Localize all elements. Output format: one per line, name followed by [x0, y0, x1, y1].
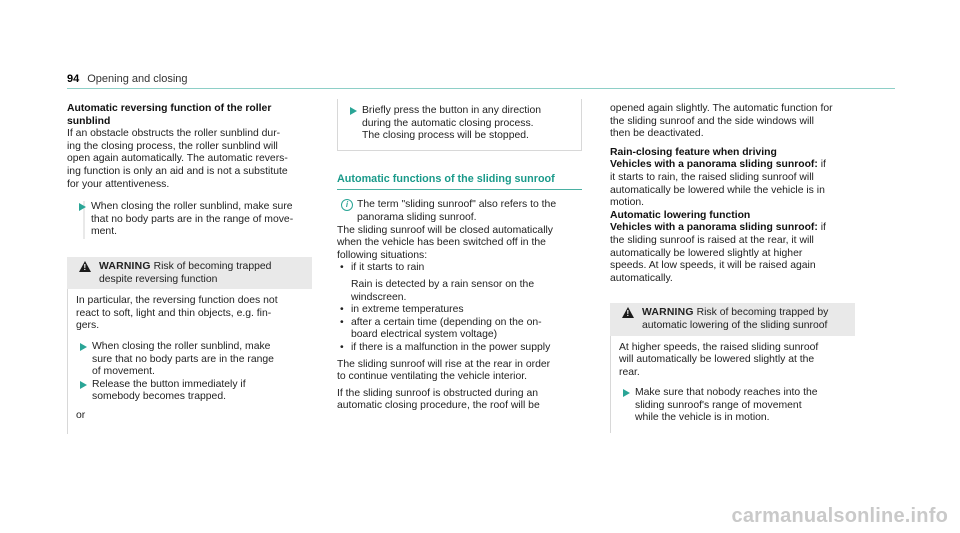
text-line: the sliding sunroof and the side windows will: [610, 115, 814, 127]
step-arrow-icon: [80, 343, 87, 351]
text-line: when the vehicle has been switched off in the: [337, 237, 546, 249]
page-header: [67, 72, 188, 86]
text-line: following situations:: [337, 249, 428, 261]
text-line: ing function is only an aid and is not a substitute: [67, 165, 288, 177]
text-line: If an obstacle obstructs the roller sunblind dur-: [67, 128, 281, 140]
text-line: somebody becomes trapped.: [92, 391, 227, 403]
warning-text: Risk of becoming trapped: [153, 260, 272, 272]
watermark: carmanualsonline.info: [731, 505, 948, 527]
text-line: ing the closing process, the roller sunblind will: [67, 140, 278, 152]
section-title: Opening and closing: [87, 73, 188, 85]
step-arrow-icon: [350, 107, 357, 115]
text-line: • after a certain time (depending on the on-: [351, 316, 542, 328]
text-line: if: [817, 222, 826, 234]
text-line: automatically be lowered slightly at higher: [610, 247, 803, 259]
instruction-step: [67, 201, 312, 239]
step-arrow-icon: [623, 389, 630, 397]
text-line: ment.: [91, 226, 117, 238]
column-right: [610, 103, 855, 433]
text-line: board electrical system voltage): [351, 329, 498, 341]
step-arrow-icon: [80, 381, 87, 389]
warning-step: [76, 379, 312, 404]
sunroof-section-heading: Automatic functions of the sliding sunroof: [337, 172, 555, 185]
text-line: that no body parts are in the range of move-: [91, 213, 294, 225]
warning-continued-box: [337, 99, 582, 151]
column-left: [67, 103, 312, 434]
text-line: to continue ventilating the vehicle interior.: [337, 371, 528, 383]
info-icon: i: [341, 199, 353, 211]
text-line: react to soft, light and thin objects, e.g. fin-: [76, 307, 272, 319]
text-line: will automatically be lowered slightly at the: [619, 354, 815, 366]
text-line: automatically be lowered while the vehicle is in: [610, 184, 825, 196]
text-line: In particular, the reversing function does not: [76, 295, 278, 307]
text-line: If the sliding sunroof is obstructed during an: [337, 387, 539, 399]
text-line: of movement.: [92, 366, 155, 378]
text-line: Rain is detected by a rain sensor on the: [351, 278, 535, 290]
text-line: then be deactivated.: [610, 128, 704, 140]
text-line: panorama sliding sunroof.: [357, 211, 477, 223]
text-line: motion.: [610, 197, 645, 209]
text-line: The term "sliding sunroof" also refers to the: [357, 199, 557, 211]
warning-box-body: [67, 289, 312, 434]
rain-closing-heading: Rain-closing feature when driving: [610, 146, 777, 158]
warning-box-header: [67, 257, 312, 289]
reversing-function-heading: Automatic reversing function of the roller sunblind: [67, 103, 272, 127]
lowering-function-heading: Automatic lowering function: [610, 209, 751, 221]
text-line: Briefly press the button in any direction: [362, 105, 542, 116]
or-text: or: [76, 409, 86, 421]
text-line: When closing the roller sunblind, make: [92, 340, 271, 352]
text-line: Make sure that nobody reaches into the: [635, 387, 818, 399]
text-line: sliding sunroof's range of movement: [635, 399, 802, 411]
warning-label: WARNING: [99, 260, 151, 272]
text-line: The closing process will be stopped.: [362, 130, 529, 142]
list-item: [337, 342, 582, 355]
section-divider: [337, 189, 582, 190]
list-item: [337, 262, 582, 304]
text-line: • if it starts to rain: [351, 262, 425, 274]
step-arrow-icon: [79, 203, 86, 211]
text-line: opened again slightly. The automatic function for: [610, 103, 833, 114]
warning-step: [619, 387, 855, 425]
text-line: open again automatically. The automatic revers-: [67, 153, 288, 165]
warning-text: despite reversing function: [99, 273, 218, 285]
warning-box-body: [610, 336, 855, 434]
vehicle-condition: Vehicles with a panorama sliding sunroof:: [610, 222, 818, 234]
text-line: At higher speeds, the raised sliding sunroof: [619, 341, 819, 353]
text-line: sure that no body parts are in the range: [92, 353, 274, 365]
text-line: for your attentiveness.: [67, 178, 170, 190]
text-line: automatic closing procedure, the roof will be: [337, 400, 540, 412]
text-line: while the vehicle is in motion.: [635, 412, 770, 424]
info-note: [337, 199, 582, 224]
text-line: windscreen.: [351, 291, 407, 303]
text-line: if: [817, 159, 826, 171]
text-line: automatically.: [610, 272, 673, 284]
header-divider: [67, 88, 895, 89]
warning-label: WARNING: [642, 307, 694, 319]
column-middle: [337, 103, 582, 413]
warning-text: Risk of becoming trapped by: [696, 307, 829, 319]
text-line: the sliding sunroof is raised at the rear, it will: [610, 234, 814, 246]
text-line: during the automatic closing process.: [362, 117, 534, 129]
text-line: rear.: [619, 366, 640, 378]
text-line: speeds. At low speeds, it will be raised again: [610, 260, 816, 272]
warning-text: automatic lowering of the sliding sunroof: [642, 319, 828, 331]
warning-box-header: [610, 303, 855, 335]
text-line: Release the button immediately if: [92, 378, 246, 390]
warning-triangle-icon: [79, 261, 91, 272]
page-number: 94: [67, 73, 80, 85]
text-line: When closing the roller sunblind, make sure: [91, 201, 293, 213]
text-line: The sliding sunroof will be closed automatically: [337, 224, 554, 236]
text-line: • in extreme temperatures: [351, 304, 464, 316]
list-item: [337, 304, 582, 317]
vehicle-condition: Vehicles with a panorama sliding sunroof:: [610, 159, 818, 171]
warning-step: [76, 341, 312, 379]
warning-triangle-icon: [622, 307, 634, 318]
text-line: • if there is a malfunction in the power supply: [351, 341, 551, 353]
text-line: The sliding sunroof will rise at the rear in order: [337, 358, 551, 370]
list-item: [337, 317, 582, 342]
text-line: gers.: [76, 320, 100, 332]
reversing-intro: [67, 128, 312, 191]
situation-list: [337, 262, 582, 354]
text-line: it starts to rain, the raised sliding sunroof will: [610, 171, 814, 183]
instruction-step: [338, 105, 581, 143]
